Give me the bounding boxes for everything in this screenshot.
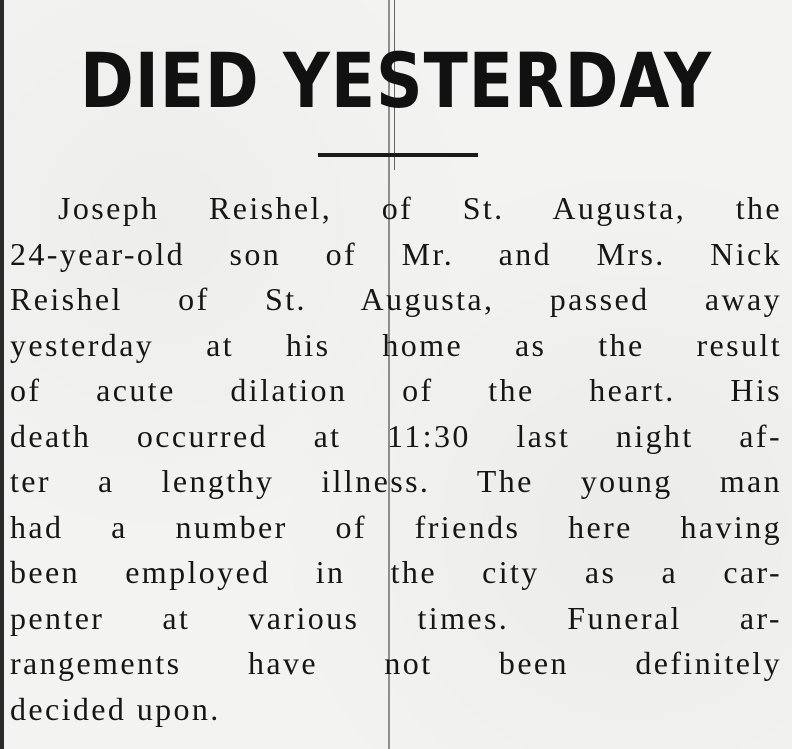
headline: DIED YESTERDAY [80, 36, 712, 125]
article-line: penter at various times. Funeral ar- [10, 599, 782, 636]
article-line: been employed in the city as a car- [10, 554, 782, 590]
article-line: of acute dilation of the heart. His [10, 372, 782, 408]
article-line: Joseph Reishel, of St. Augusta, the [58, 190, 782, 226]
article-line: decided upon. [10, 690, 221, 727]
article-line: Reishel of St. Augusta, passed away [10, 281, 782, 317]
article-body [10, 186, 782, 732]
article-line: had a number of friends here having [10, 508, 782, 545]
article-line: rangements have not been definitely [10, 645, 782, 681]
article-line: death occurred at 11:30 last night af- [10, 417, 782, 454]
headline-rule [318, 153, 478, 157]
article-line: 24-year-old son of Mr. and Mrs. Nick [10, 235, 782, 272]
article-line: yesterday at his home as the result [10, 326, 782, 363]
clipping-left-edge [0, 0, 4, 749]
article-line: ter a lengthy illness. The young man [10, 463, 782, 499]
